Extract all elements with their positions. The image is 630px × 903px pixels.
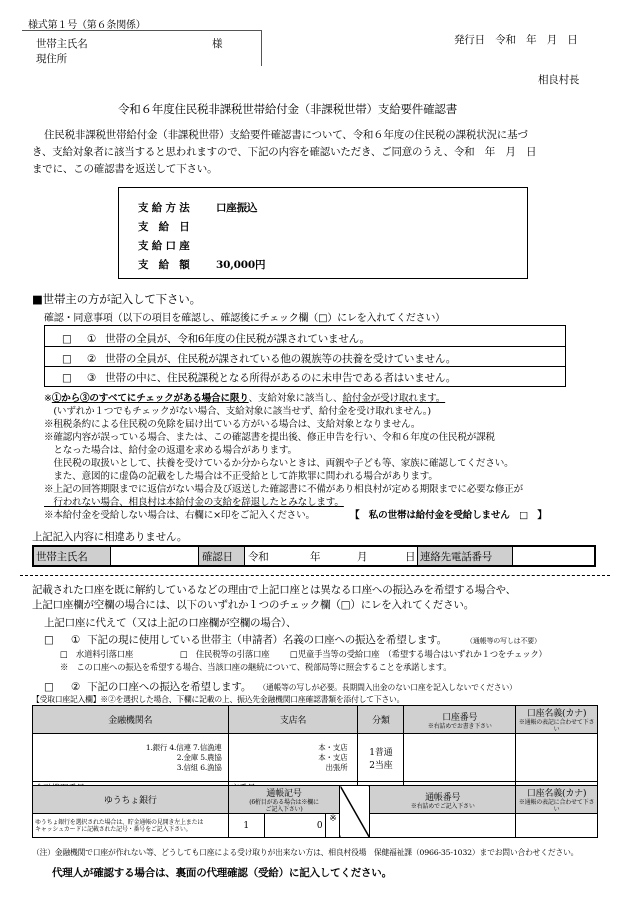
note-2: (いずれか１つでもチェックがない場合、支給対象に該当せず、給付金を受け取れません。) (44, 406, 431, 417)
account-number-field[interactable] (404, 734, 516, 782)
addressee-name-label: 世帯主氏名 (36, 38, 88, 50)
sig-phone-label: 連絡先電話番号 (420, 551, 493, 563)
checkbox[interactable]: □ (44, 681, 54, 693)
option-1-sub-a[interactable]: □ 水道料引落口座 (60, 649, 134, 659)
sig-month: 月 (357, 551, 368, 563)
section1-heading: ■世帯主の方が記入して下さい。 (32, 292, 201, 306)
checkbox[interactable]: □ (62, 372, 72, 384)
note-10: ※本給付金を受給しない場合は、右欄に×印をご記入ください。 (44, 510, 315, 521)
yucho-holder-field[interactable] (516, 814, 598, 838)
sig-day: 日 (405, 551, 416, 563)
payment-date-label: 支 給 日 (138, 221, 190, 233)
option-note: （通帳等の写しは不要） (466, 637, 541, 645)
checkbox[interactable]: □ (44, 634, 54, 646)
sig-name-field[interactable] (110, 547, 198, 565)
option-2[interactable] (44, 679, 517, 694)
option-1-note: ※ この口座への振込を希望する場合、当該口座の継続について、税部局等に照会することを承諾します。 (60, 662, 452, 672)
option-1-sub-c[interactable]: □児童手当等の受給口座 （希望する場合はいずれか１つをチェック） (290, 649, 547, 659)
check-item-text: 世帯の中に、住民税課税となる所得があるのに未申告である者はいません。 (105, 372, 457, 384)
option-number: ① (70, 634, 81, 646)
type-header: 分類 (358, 706, 404, 734)
holder-header: 口座名義(カナ) ※通帳の表記に合わせて下さい (516, 706, 598, 734)
payment-method-label: 支 給 方 法 (138, 202, 190, 214)
option-text: 下記の口座への振込を希望します。 (87, 681, 252, 693)
note-7: また、意図的に虚偽の記載をした場合は不正受給として詐欺罪に問われる場合があります。 (44, 471, 438, 482)
note-8: ※上記の回答期限までに返信がない場合及び返送した確認書に不備があり相良村が定める期限までに必要な修正が (44, 484, 524, 495)
sig-era: 令和 (248, 551, 269, 563)
type-field[interactable]: 1普通 2当座 (358, 734, 404, 782)
yucho-kigo-field-2[interactable]: 0 (264, 814, 326, 838)
note-4: ※確認内容が誤っている場合、または、この確認書を提出後、修正申告を行い、令和６年度の住民税が課税 (44, 432, 495, 443)
bank-account-table (32, 705, 598, 795)
check-item-number: ① (86, 333, 97, 345)
yucho-kigo-header: 通帳記号 (6桁目がある場合は※欄に ご記入下さい) (228, 786, 340, 814)
bank-name-header: 金融機関名 (33, 706, 229, 734)
intro-line-1: 住民税非課税世帯給付金（非課税世帯）支給要件確認書について、令和６年度の住民税の課税状況に基づ (44, 129, 528, 141)
check-item-3[interactable] (62, 370, 456, 385)
holder-field[interactable] (516, 734, 598, 782)
proxy-note: 代理人が確認する場合は、裏面の代理確認（受給）に記入してください。 (52, 867, 392, 879)
account-intro-2: 上記口座欄が空欄の場合には、以下のいずれか１つのチェック欄（□）にレを入れてください。 (32, 599, 475, 611)
check-item-number: ② (86, 353, 97, 365)
yucho-table (32, 785, 598, 838)
checkbox[interactable]: □ (62, 333, 72, 345)
yucho-holder-header: 口座名義(カナ) ※通帳の表記に合わせて下さい (516, 786, 598, 814)
issue-date: 発行日 令和 年 月 日 (454, 34, 578, 46)
intro-line-3: までに、この確認書を返送して下さい。 (32, 163, 218, 175)
issuer: 相良村長 (538, 74, 580, 86)
document-title: 令和６年度住民税非課税世帯給付金（非課税世帯）支給要件確認書 (118, 102, 457, 116)
sig-date-label: 確認日 (202, 551, 233, 563)
branch-field[interactable]: 本・支店 本・支店 出張所 (228, 734, 358, 782)
option-1[interactable] (44, 632, 541, 647)
option-number: ② (70, 681, 81, 693)
addressee-address-label: 現住所 (36, 53, 67, 65)
check-divider (45, 346, 565, 347)
addressee-honorific: 様 (212, 38, 223, 50)
form-number: 様式第１号（第６条関係） (28, 20, 146, 31)
yucho-kigo-field-1[interactable]: 1 (228, 814, 264, 838)
check-item-1[interactable] (62, 331, 370, 346)
option-1-sub-b[interactable]: □ 住民税等の引落口座 (180, 649, 270, 659)
agree-statement: 上記記入内容に相違ありません。 (32, 531, 188, 543)
account-intro-1: 記載された口座を既に解約しているなどの理由で上記口座とは異なる口座への振込みを希望する場合や、 (32, 584, 516, 596)
substitute-text: 上記口座に代えて（又は上記の口座欄が空欄の場合）、 (44, 617, 297, 629)
check-item-2[interactable] (62, 351, 456, 366)
note-6: 住民税の取扱いとして、扶養を受けているか分からないときは、両親や子ども等、家族に確認してください。 (44, 458, 514, 469)
account-number-header: 口座番号 ※右詰めでお書き下さい (404, 706, 516, 734)
yucho-kigo-extra[interactable]: ※ (326, 814, 340, 838)
checkbox[interactable]: □ (62, 353, 72, 365)
payment-method-value: 口座振込 (216, 202, 258, 214)
check-divider (45, 366, 565, 367)
bank-name-field[interactable]: 1.銀行 4.信連 7.信漁連 2.金庫 5.農協 3.信組 6.漁協 (33, 734, 229, 782)
check-item-number: ③ (86, 372, 97, 384)
payment-amount-label: 支 給 額 (138, 259, 190, 271)
payment-amount-value: 30,000円 (216, 259, 266, 271)
yucho-number-header: 通帳番号 ※右詰めでご記入下さい (370, 786, 516, 814)
dashed-divider (20, 575, 610, 576)
section1-instruction: 確認・同意事項（以下の項目を確認し、確認後にチェック欄（□）にレを入れてください） (44, 313, 445, 324)
payment-account-label: 支 給 口 座 (138, 240, 190, 252)
sig-year: 年 (310, 551, 321, 563)
decline-option[interactable]: 【 私の世帯は給付金を受給しません □ 】 (350, 510, 547, 521)
intro-line-2: き、支給対象者に該当すると思われますので、下記の内容を確認いただき、ご同意のうえ、令和 年 月 日 (32, 146, 537, 158)
sig-name-label: 世帯主氏名 (36, 551, 88, 563)
footnote: （注）金融機関で口座が作れない等、どうしても口座による受け取りが出来ない方は、相良村役場 保健福祉課（0966-35-1032）までお問い合わせください。 (32, 848, 579, 857)
sig-phone-field[interactable] (512, 547, 594, 565)
note-5: となった場合は、給付金の返還を求める場合があります。 (44, 445, 297, 456)
check-item-text: 世帯の全員が、令和6年度の住民税が課されていません。 (105, 333, 370, 345)
note-9: 行われない場合、相良村は本給付金の支給を辞退したとみなします。 (44, 497, 344, 508)
yucho-number-field[interactable] (370, 814, 516, 838)
branch-header: 支店名 (228, 706, 358, 734)
sig-date-field[interactable] (244, 547, 417, 565)
option-text: 下記の現に使用している世帯主（申請者）名義の口座への振込を希望します。 (87, 634, 447, 646)
note-3: ※租税条約による住民税の免除を届け出ている方がいる場合は、支給対象となりません。 (44, 419, 421, 430)
note-1: ※①から③のすべてにチェックがある場合に限り、支給対象に該当し、給付金が受け取れます。 (44, 393, 446, 404)
table-caption: 【受取口座記入欄】※②を選択した場合、下欄に記載の上、振込先金融機関口座確認書類を添付して下さい。 (32, 695, 405, 704)
yucho-diagonal (340, 786, 370, 838)
check-item-text: 世帯の全員が、住民税が課されている他の親族等の扶養を受けていません。 (105, 353, 457, 365)
option-note: （通帳等の写しが必要。長期間入出金のない口座を記入しないでください） (258, 683, 517, 692)
yucho-note: ゆうちょ銀行を選択された場合は、貯金通帳の見開き左上または キャッシュカードに記載された記号・番号をご記入下さい。 (33, 814, 229, 838)
yucho-header: ゆうちょ銀行 (33, 786, 229, 814)
